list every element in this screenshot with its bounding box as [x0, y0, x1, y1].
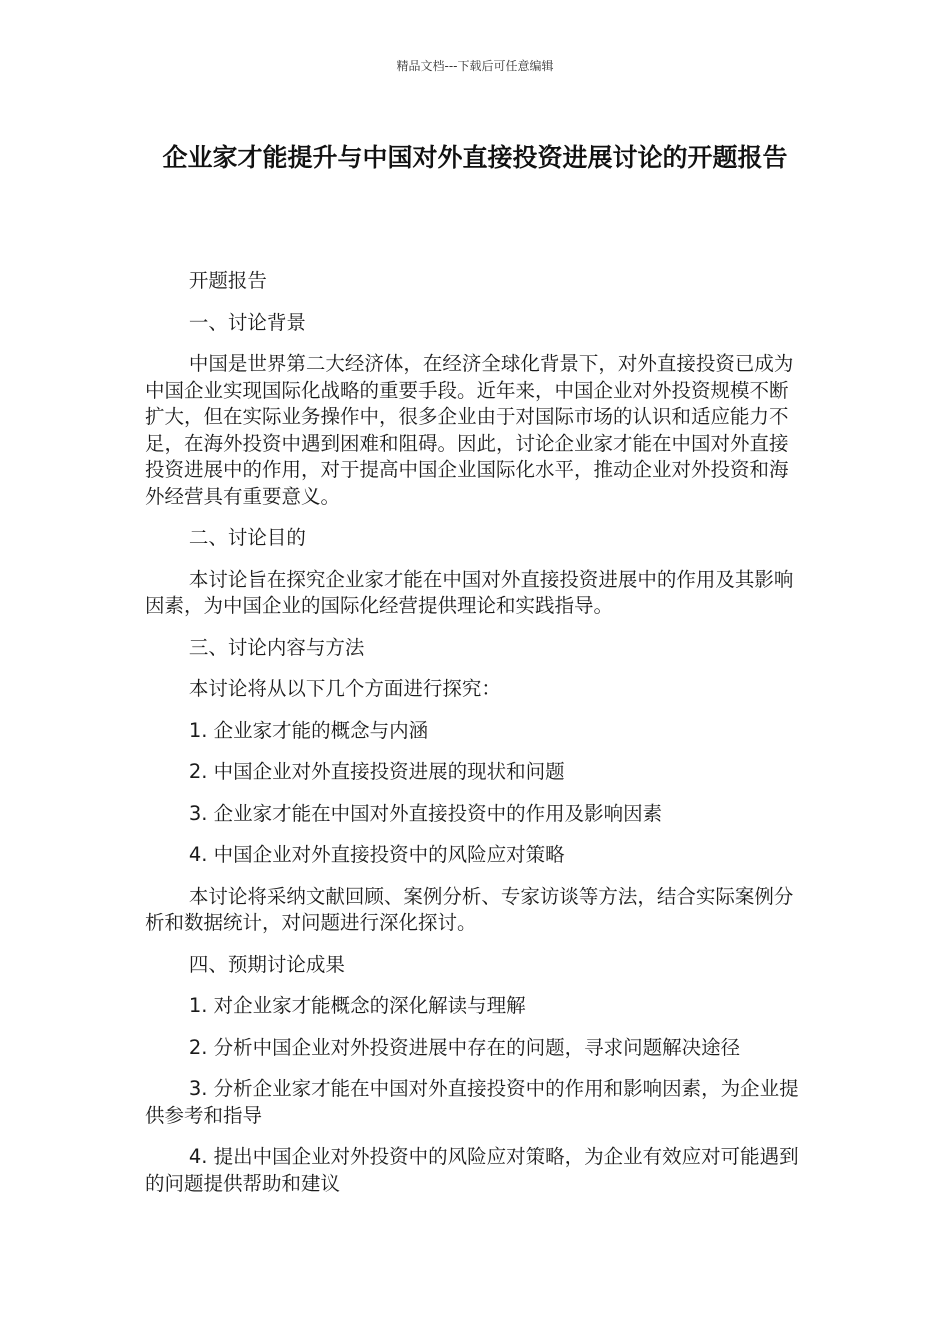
list-item-result-1: 1. 对企业家才能概念的深化解读与理解 — [188, 994, 526, 1017]
paragraph-background: 中国是世界第二大经济体，在经济全球化背景下，对外直接投资已成为中国企业实现国际化战略的重要手段。近年来，中国企业对外投资规模不断扩大，但在实际业务操作中，很多企业由于对国际市场的认识和适应能力不足，在海外投资中遇到困难和阻碍。因此，讨论企业家才能在中国对外直接投资进展中的作用，对于提高中国企业国际化水平，推动企业对外投资和海外经营具有重要意义。 — [145, 352, 794, 508]
section-heading-expected-results: 四、预期讨论成果 — [188, 952, 345, 976]
list-item-content-4: 4. 中国企业对外直接投资中的风险应对策略 — [188, 843, 565, 866]
document-title: 企业家才能提升与中国对外直接投资进展讨论的开题报告 — [162, 143, 788, 172]
list-item-content-3: 3. 企业家才能在中国对外直接投资中的作用及影响因素 — [188, 801, 663, 825]
list-item-content-1: 1. 企业家才能的概念与内涵 — [188, 718, 429, 742]
page-header-note: 精品文档---下载后可任意编辑 — [396, 59, 554, 73]
paragraph-content-intro: 本讨论将从以下几个方面进行探究： — [188, 677, 501, 700]
list-item-result-2: 2. 分析中国企业对外投资进展中存在的问题，寻求问题解决途径 — [188, 1035, 741, 1059]
section-heading-background: 一、讨论背景 — [188, 310, 306, 334]
list-item-content-2: 2. 中国企业对外直接投资进展的现状和问题 — [188, 760, 565, 783]
list-item-result-4: 4. 提出中国企业对外投资中的风险应对策略，为企业有效应对可能遇到的问题提供帮助和建议 — [145, 1145, 799, 1195]
paragraph-method: 本讨论将采纳文献回顾、案例分析、专家访谈等方法，结合实际案例分析和数据统计，对问题进行深化探讨。 — [145, 884, 794, 934]
list-item-result-3: 3. 分析企业家才能在中国对外直接投资中的作用和影响因素，为企业提供参考和指导 — [145, 1077, 799, 1127]
section-heading-purpose: 二、讨论目的 — [188, 526, 306, 549]
paragraph-report-label: 开题报告 — [188, 269, 267, 292]
document-body — [145, 268, 805, 1212]
section-heading-content-method: 三、讨论内容与方法 — [188, 635, 365, 659]
paragraph-purpose: 本讨论旨在探究企业家才能在中国对外直接投资进展中的作用及其影响因素，为中国企业的国际化经营提供理论和实践指导。 — [145, 567, 794, 617]
